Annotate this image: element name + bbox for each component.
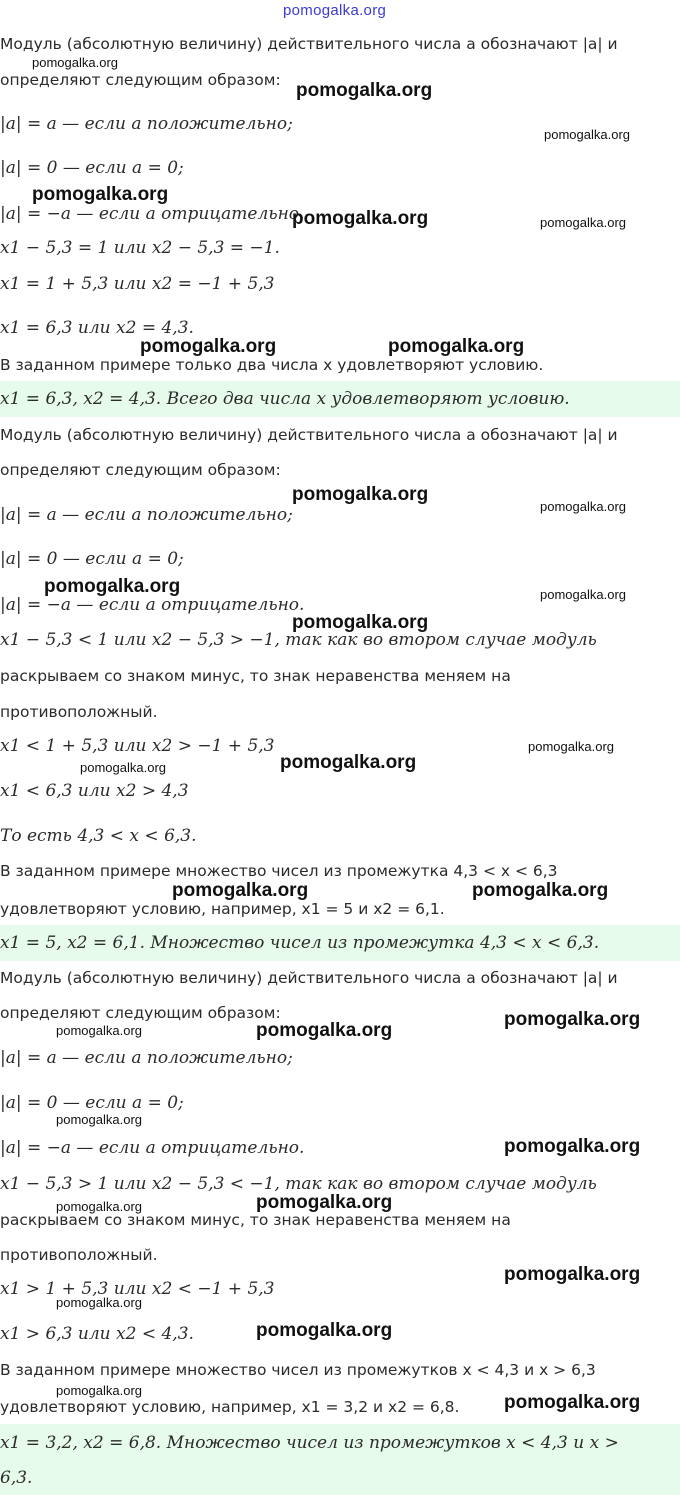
watermark: pomogalka.org [540,215,626,230]
text-line: удовлетворяют условию, например, x1 = 3,2 и x2 = 6,8. [0,1398,460,1416]
answer-text: 6,3. [0,1468,33,1488]
math-line: x1 − 5,3 > 1 или x2 − 5,3 < −1, так как во втором случае модуль [0,1174,597,1194]
answer-box [0,925,680,961]
text-line: В заданном примере только два числа x удовлетворяют условию. [0,356,544,374]
text-line: определяют следующим образом: [0,1004,281,1022]
math-line: x1 < 1 + 5,3 или x2 > −1 + 5,3 [0,736,275,756]
math-line: То есть 4,3 < x < 6,3. [0,826,197,846]
math-line: |a| = 0 — если a = 0; [0,1093,184,1113]
math-line: x1 > 6,3 или x2 < 4,3. [0,1324,194,1344]
text-line: В заданном примере множество чисел из промежутка 4,3 < x < 6,3 [0,862,558,880]
math-line: x1 = 1 + 5,3 или x2 = −1 + 5,3 [0,274,275,294]
math-line: |a| = 0 — если a = 0; [0,549,184,569]
watermark: pomogalka.org [32,184,169,205]
answer-box [0,381,680,417]
watermark: pomogalka.org [504,1264,641,1285]
watermark: pomogalka.org [32,55,118,70]
answer-box [0,1424,680,1495]
watermark: pomogalka.org [388,336,525,357]
math-line: |a| = −a — если a отрицательно. [0,204,305,224]
math-line: |a| = a — если a положительно; [0,505,293,525]
math-line: x1 < 6,3 или x2 > 4,3 [0,781,189,801]
watermark: pomogalka.org [256,1020,393,1041]
text-line: В заданном примере множество чисел из промежутков x < 4,3 и x > 6,3 [0,1361,596,1379]
math-line: |a| = a — если a положительно; [0,114,293,134]
watermark: pomogalka.org [292,612,429,633]
math-line: |a| = −a — если a отрицательно. [0,595,305,615]
text-line: противоположный. [0,703,158,721]
watermark: pomogalka.org [544,127,630,142]
math-line: x1 > 1 + 5,3 или x2 < −1 + 5,3 [0,1279,275,1299]
watermark: pomogalka.org [472,880,609,901]
text-line: Модуль (абсолютную величину) действительного числа a обозначают |a| и [0,426,618,444]
watermark: pomogalka.org [540,499,626,514]
watermark: pomogalka.org [540,587,626,602]
text-line: определяют следующим образом: [0,461,281,479]
watermark: pomogalka.org [280,752,417,773]
watermark: pomogalka.org [56,1023,142,1038]
math-line: x1 = 6,3 или x2 = 4,3. [0,318,194,338]
math-line: x1 − 5,3 < 1 или x2 − 5,3 > −1, так как во втором случае модуль [0,630,597,650]
answer-text: x1 = 5, x2 = 6,1. Множество чисел из промежутка 4,3 < x < 6,3. [0,933,600,953]
watermark: pomogalka.org [292,208,429,229]
text-line: Модуль (абсолютную величину) действительного числа a обозначают |a| и [0,35,618,53]
watermark: pomogalka.org [504,1009,641,1030]
text-line: удовлетворяют условию, например, x1 = 5 и x2 = 6,1. [0,900,445,918]
watermark: pomogalka.org [56,1383,142,1398]
watermark: pomogalka.org [140,336,277,357]
top-watermark: pomogalka.org [283,2,387,19]
text-line: раскрываем со знаком минус, то знак неравенства меняем на [0,1211,511,1229]
watermark: pomogalka.org [56,1112,142,1127]
watermark: pomogalka.org [80,760,166,775]
math-line: |a| = −a — если a отрицательно. [0,1138,305,1158]
text-line: Модуль (абсолютную величину) действительного числа a обозначают |a| и [0,969,618,987]
watermark: pomogalka.org [56,1295,142,1310]
answer-text: x1 = 3,2, x2 = 6,8. Множество чисел из промежутков x < 4,3 и x > [0,1433,619,1453]
math-line: |a| = a — если a положительно; [0,1048,293,1068]
text-line: противоположный. [0,1246,158,1264]
watermark: pomogalka.org [528,739,614,754]
watermark: pomogalka.org [172,880,309,901]
watermark: pomogalka.org [504,1392,641,1413]
watermark: pomogalka.org [504,1136,641,1157]
watermark: pomogalka.org [44,576,181,597]
watermark: pomogalka.org [256,1192,393,1213]
watermark: pomogalka.org [256,1320,393,1341]
watermark: pomogalka.org [296,80,433,101]
math-line: |a| = 0 — если a = 0; [0,158,184,178]
text-line: раскрываем со знаком минус, то знак неравенства меняем на [0,667,511,685]
answer-text: x1 = 6,3, x2 = 4,3. Всего два числа x удовлетворяют условию. [0,389,570,409]
watermark: pomogalka.org [56,1199,142,1214]
math-line: x1 − 5,3 = 1 или x2 − 5,3 = −1. [0,238,280,258]
watermark: pomogalka.org [292,484,429,505]
text-line: определяют следующим образом: [0,71,281,89]
